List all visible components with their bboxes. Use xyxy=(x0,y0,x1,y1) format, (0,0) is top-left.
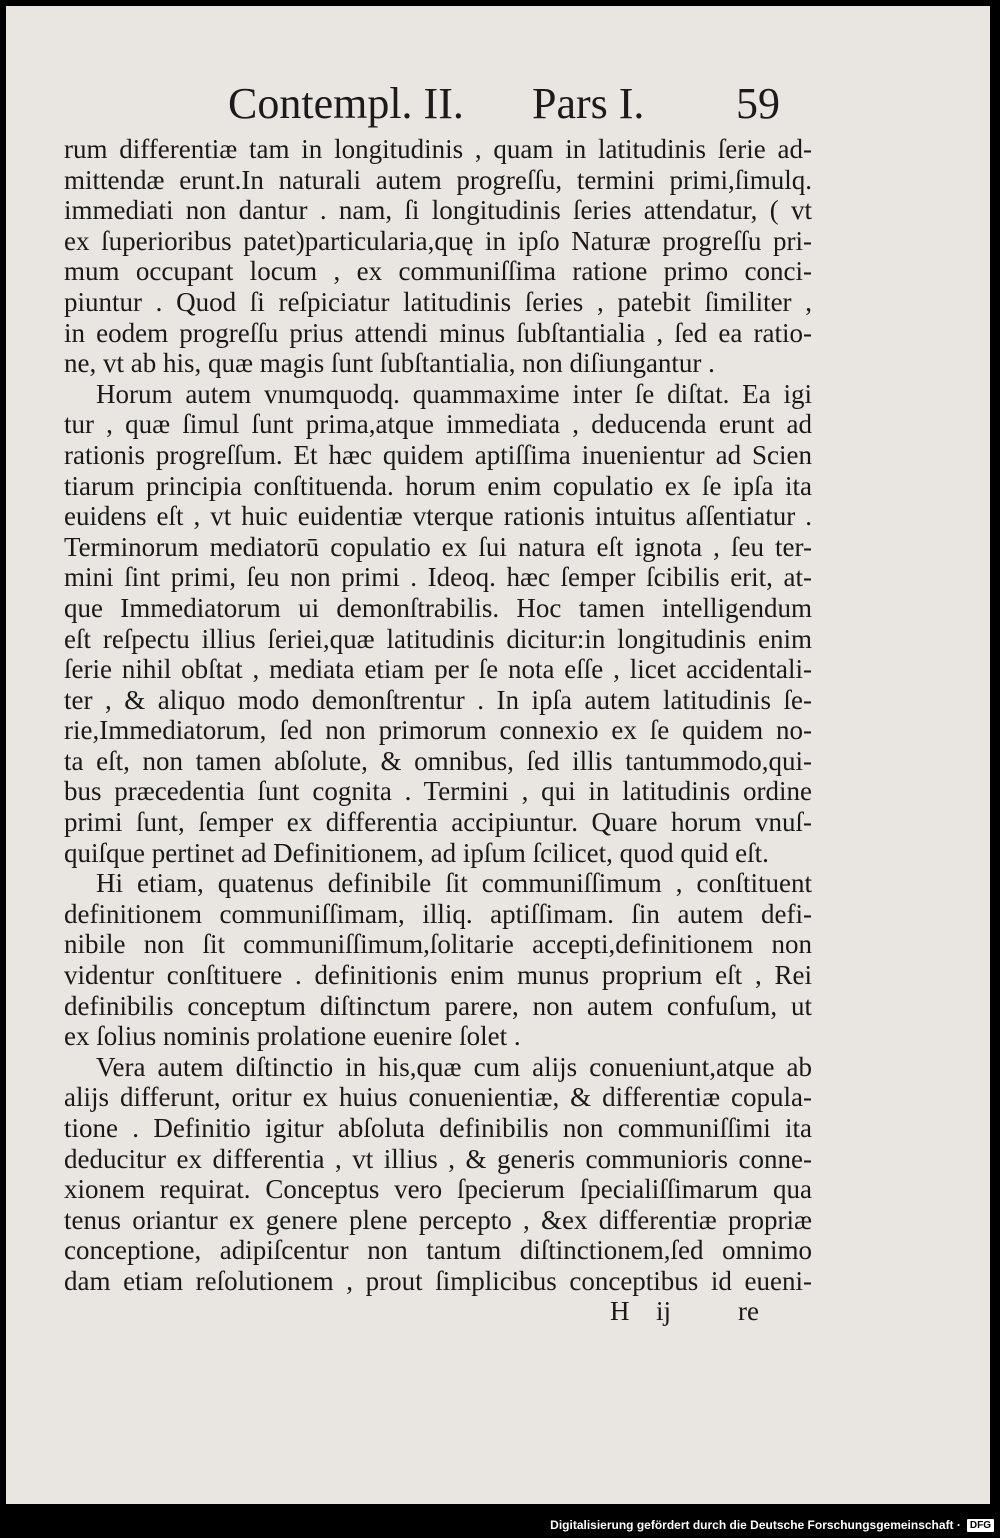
signature-mark: H xyxy=(610,1296,630,1326)
signature-line xyxy=(6,1296,990,1330)
text-line: que Immediatorum ui demonſtrabilis. Hoc tamen intelligendum xyxy=(64,592,812,623)
body-text xyxy=(64,134,812,1297)
running-header xyxy=(6,78,990,138)
text-line: mittendæ erunt.In naturali autem progreſſu, termini primi,ſimulq. xyxy=(64,164,812,195)
text-line: Horum autem vnumquodq. quammaxime inter ſe diſtat. Ea igi xyxy=(96,378,812,409)
text-line: ter , & aliquo modo demonſtrentur . In ipſa autem latitudinis ſe- xyxy=(64,684,812,715)
text-line: mini ſint primi, ſeu non primi . Ideoq. hæc ſemper ſcibilis erit, at- xyxy=(64,562,812,593)
text-line: in eodem progreſſu prius attendi minus ſubſtantialia , ſed ea ratio- xyxy=(64,317,812,348)
digitization-footer xyxy=(550,1514,994,1536)
text-line: alijs differunt, oritur ex huius conuenientiæ, & differentiæ copula- xyxy=(64,1082,812,1113)
text-line: tenus oriantur ex genere plene percepto , &ex differentiæ propriæ xyxy=(64,1204,812,1235)
text-line: videntur conſtituere . definitionis enim munus proprium eſt , Rei xyxy=(64,960,812,991)
text-line: deducitur ex differentia , vt illius , & generis communioris conne- xyxy=(64,1143,812,1174)
text-line: ex ſolius nominis prolatione euenire ſolet . xyxy=(64,1021,521,1052)
header-part: Pars I. xyxy=(532,79,645,128)
text-line: bus præcedentia ſunt cognita . Termini , qui in latitudinis ordine xyxy=(64,776,812,807)
text-line: nibile non ſit communiſſimum,ſolitarie accepti,definitionem non xyxy=(64,929,812,960)
signature-number: ij xyxy=(656,1296,672,1326)
text-line: ex ſuperioribus patet)particularia,quę in ipſo Naturæ progreſſu pri- xyxy=(64,225,812,256)
catchword: re xyxy=(738,1296,759,1326)
text-line: xionem requirat. Conceptus vero ſpecierum ſpecialiſſimarum qua xyxy=(64,1174,812,1205)
text-line: immediati non dantur . nam, ſi longitudinis ſeries attendatur, ( vt xyxy=(64,195,812,226)
text-line: Vera autem diſtinctio in his,quæ cum alijs conueniunt,atque ab xyxy=(96,1051,812,1082)
text-line: conceptione, adipiſcentur non tantum diſtinctionem,ſed omnimo xyxy=(64,1235,812,1266)
dfg-logo: DFG xyxy=(967,1519,994,1532)
text-line: euidens eſt , vt huic euidentiæ vterque rationis intuitus aſſentiatur . xyxy=(64,501,812,532)
text-line: piuntur . Quod ſi reſpiciatur latitudinis ſeries , patebit ſimiliter , xyxy=(64,286,812,317)
text-line: tiarum principia conſtituenda. horum enim copulatio ex ſe ipſa ita xyxy=(64,470,812,501)
footer-credit: Digitalisierung gefördert durch die Deutsche Forschungsgemeinschaft · xyxy=(550,1518,961,1532)
text-line: Hi etiam, quatenus definibile ſit communiſſimum , conſtituent xyxy=(96,868,812,899)
text-line: quiſque pertinet ad Definitionem, ad ipſum ſcilicet, quod quid eſt. xyxy=(64,837,769,868)
text-line: rationis progreſſum. Et hæc quidem aptiſſima inuenientur ad Scien xyxy=(64,439,812,470)
text-line: rum differentiæ tam in longitudinis , quam in latitudinis ſerie ad- xyxy=(64,134,812,164)
text-line: tione . Definitio igitur abſoluta definibilis non communiſſimi ita xyxy=(64,1113,812,1143)
book-page xyxy=(6,6,990,1504)
page-number: 59 xyxy=(736,79,780,128)
text-line: primi ſunt, ſemper ex differentia accipiuntur. Quare horum vnuſ- xyxy=(64,807,812,838)
text-line: mum occupant locum , ex communiſſima ratione primo conci- xyxy=(64,256,812,287)
text-line: tur , quæ ſimul ſunt prima,atque immediata , deducenda erunt ad xyxy=(64,409,812,440)
text-line: definitionem communiſſimam, illiq. aptiſſimam. ſin autem defi- xyxy=(64,898,812,929)
text-line: eſt reſpectu illius ſeriei,quæ latitudinis dicitur:in longitudinis enim xyxy=(64,623,812,654)
text-line: Terminorum mediatorū copulatio ex ſui natura eſt ignota , ſeu ter- xyxy=(64,531,812,562)
text-line: ne, vt ab his, quæ magis ſunt ſubſtantialia, non diſiungantur . xyxy=(64,348,715,379)
header-title: Contempl. II. xyxy=(228,79,464,128)
text-line: ta eſt, non tamen abſolute, & omnibus, ſed illis tantummodo,qui- xyxy=(64,745,812,776)
text-line: ſerie nihil obſtat , mediata etiam per ſe nota eſſe , licet accidentali- xyxy=(64,654,812,685)
text-line: rie,Immediatorum, ſed non primorum connexio ex ſe quidem no- xyxy=(64,715,812,746)
text-line: definibilis conceptum diſtinctum parere, non autem confuſum, ut xyxy=(64,990,812,1021)
text-line: dam etiam reſolutionem , prout ſimplicibus conceptibus id eueni- xyxy=(64,1265,812,1296)
